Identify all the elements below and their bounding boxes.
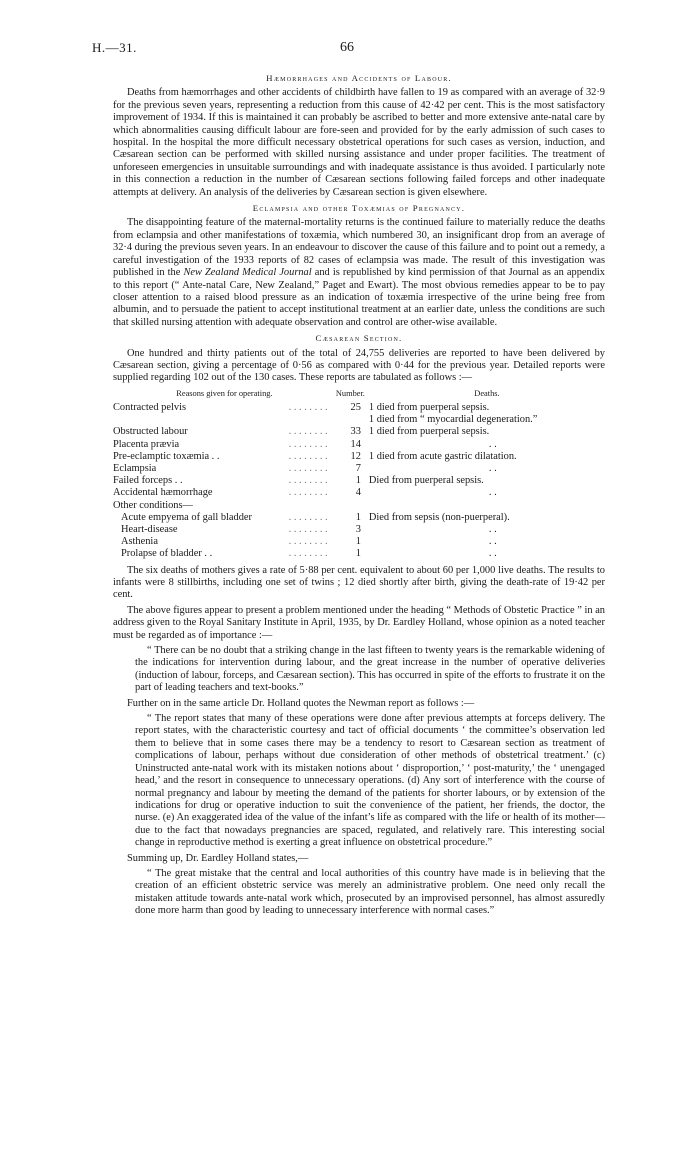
row-number: 14 [350, 438, 361, 450]
row-deaths: . . [488, 462, 497, 474]
row-number: 12 [350, 450, 361, 462]
quote-holland-1: “ There can be no doubt that a striking change in the last fifteen to twenty years is the remarkable widening of the indications for intervention during labour, and the great increase in the number of operative deliveries (induction of labour, forceps, and Cæsarean section). This has occurred in spite of the efforts to frustrate it on the part of leading teachers and text-books.” [135, 645, 605, 694]
row-reason: Heart-disease [121, 523, 178, 535]
table-row [113, 426, 605, 438]
table-body [113, 402, 605, 561]
table-row [113, 487, 605, 499]
table-row [113, 439, 605, 451]
leader-dots: . . . . . . . . [288, 401, 328, 413]
caesarean-cases-table [113, 388, 605, 561]
journal-title: New Zealand Medical Journal [183, 267, 312, 279]
row-reason: Accidental hæmorrhage [113, 487, 213, 499]
paragraph-newman-intro: Further on in the same article Dr. Holland quotes the Newman report as follows :— [127, 697, 475, 709]
quote-newman-report: “ The report states that many of these operations were done after previous attempts at forceps delivery. The report states, with the characteristic courtesy and tact of official documents ‘ the committee’s observation led them to believe that in some cases there may be a tendency to resort to Cæsarean section as treatment of complications of labour, perhaps without due consideration of other methods of obstetrical treatment.’ (c) Uninstructed ante-natal work with its mistaken notions about ‘ disproportion,’ ‘ post-maturity,’ the ‘ unengaged head,’ and the resort in consequence to unnecessary operations. (d) Any sort of interference with the course of normal pregnancy and labour by meeting the demand of the patients for shorter labours, or by extension of the indications for drug or operative induction to suit the convenience of the patient, her friends, the doctor, the nurse. (e) An exaggerated idea of the value of the infant’s life as compared with the life or health of its mother—due to the fact that nowadays pregnancies are spaced, regulated, and relatively rare. This interesting social change in reproductive method is exerting a great influence on obstetrical procedure.” [135, 713, 605, 849]
table-row [113, 500, 605, 512]
row-number: 33 [350, 426, 361, 438]
row-deaths: . . [488, 536, 497, 548]
leader-dots: . . . . . . . . [288, 462, 328, 474]
row-deaths: Died from sepsis (non-puerperal). [368, 511, 510, 523]
row-deaths: . . [488, 438, 497, 450]
paragraph-eclampsia-part-b: and is republished by kind permission of that Journal as an appendix to this report (“ Ante-natal Care, New Zealand,” Paget and Ewart). The most obvious remedies appear to be to pay closer attention to a raised blood pressure as an indication of toxæmia irrespective of the urine being free from albumin, and to persuade the patient to accept institutional treatment at an earlier date, unless the conditions are such that skilled nursing attention with adequate observation and control are other-wise available. [113, 267, 606, 328]
row-number [336, 414, 369, 426]
row-number: 25 [350, 401, 361, 413]
header-reasons: Reasons given for operating. [176, 388, 273, 398]
paragraph-problem: The above figures appear to present a problem mentioned under the heading “ Methods of Obstetic Practice ” in an address given to the Royal Sanitary Institute in April, 1935, by Dr. Eardley Holland, whose opinion as a noted teacher must be regarded as of importance :— [113, 604, 605, 641]
row-reason: Other conditions— [113, 499, 193, 511]
paragraph-deaths-rate: The six deaths of mothers gives a rate of 5·88 per cent. equivalent to about 60 per 1,000 live deaths. The results to infants were 8 stillbirths, including one set of twins ; 12 died shortly after birth, giving the death-rate of 19·42 per cent. [113, 564, 605, 601]
quote-holland-2: “ The great mistake that the central and local authorities of this country have made is in believing that the creation of an efficient obstetric service was merely an administrative problem. One need only recall the mistaken attitude towards ante-natal work which, prosecuted by an improvised personnel, has almost assuredly done more harm than good by leading to unnecessary interference with normal cases.” [135, 867, 605, 917]
row-deaths: 1 died from acute gastric dilatation. [368, 450, 517, 462]
row-deaths: 1 died from “ myocardial degeneration.” [368, 414, 538, 426]
leader-dots: . . . . . . . . [288, 438, 328, 450]
row-number: 1 [355, 475, 361, 487]
section-heading-caesarean: Cæsarean Section. [315, 333, 403, 344]
paragraph-summing-up: Summing up, Dr. Eardley Holland states,— [127, 852, 309, 864]
paragraph-haemorrhages: Deaths from hæmorrhages and other accidents of childbirth have fallen to 19 as compared with an average of 32·9 for the previous seven years, representing a reduction from this cause of 42·42 per cent. This is the most satisfactory improvement of 1934. If this is maintained it can probably be ascribed to better and more extensive ante-natal care by which abnormalities causing difficult labour are fore-seen and provided for by the early admission of such cases to hospital. In the hospital the more difficult necessary obstetrical operations for such cases as version, induction, and Cæsarean section can be performed with skilled nursing assistance and under proper facilities. The treatment of unforeseen emergencies in unsuitable surroundings and with inadequate assistance is thus avoided. I particularly note in this connection a reduction in the number of Cæsarean sections following failed forceps and other inadequate attempts at delivery. An analysis of the deliveries by Cæsarean section is given elsewhere. [113, 87, 605, 198]
row-deaths: 1 died from puerperal sepsis. [368, 401, 490, 413]
leader-dots: . . . . . . . . [288, 475, 328, 487]
header-deaths: Deaths. [474, 388, 500, 398]
row-deaths: . . [488, 487, 497, 499]
leader-dots: . . . . . . . . [288, 536, 328, 548]
row-number: 1 [355, 548, 361, 560]
section-heading-eclampsia: Eclampsia and other Toxæmias of Pregnancy. [252, 203, 466, 214]
leader-dots [289, 500, 336, 512]
table-row [113, 451, 605, 463]
table-row [113, 402, 605, 414]
row-reason: Contracted pelvis [113, 401, 187, 413]
row-number [336, 500, 369, 512]
row-number: 1 [355, 511, 361, 523]
row-reason: Failed forceps . . [113, 475, 183, 487]
document-reference: H.—31. [92, 40, 137, 55]
row-reason [113, 414, 289, 426]
row-number: 7 [355, 462, 361, 474]
row-deaths: . . [488, 523, 497, 535]
leader-dots: . . . . . . . . [288, 450, 328, 462]
row-number: 1 [355, 536, 361, 548]
table-row [113, 548, 605, 560]
paragraph-caesarean: One hundred and thirty patients out of the total of 24,755 deliveries are reported to have been delivered by Cæsarean section, giving a percentage of 0·56 as compared with 0·44 for the previous year. Detailed reports were supplied regarding 102 out of the 130 cases. These reports are tabulated as follows :— [113, 347, 605, 384]
table-row [113, 512, 605, 524]
row-reason: Pre-eclamptic toxæmia . . [113, 450, 220, 462]
table-row [113, 475, 605, 487]
leader-dots: . . . . . . . . [288, 511, 328, 523]
row-deaths: Died from puerperal sepsis. [368, 475, 484, 487]
row-reason: Prolapse of bladder . . [121, 548, 213, 560]
row-number: 3 [355, 523, 361, 535]
table-header-row [113, 388, 605, 402]
row-reason: Eclampsia [113, 462, 157, 474]
leader-dots: . . . . . . . . [288, 548, 328, 560]
header-number: Number. [335, 388, 365, 398]
section-heading-haemorrhages: Hæmorrhages and Accidents of Labour. [266, 73, 452, 83]
row-reason: Placenta prævia [113, 438, 180, 450]
leader-dots: . . . . . . . . [288, 426, 328, 438]
table-row [113, 524, 605, 536]
row-reason: Acute empyema of gall bladder [121, 511, 252, 523]
row-number: 4 [355, 487, 361, 499]
leader-dots: . . . . . . . . [288, 523, 328, 535]
row-deaths [369, 500, 605, 512]
page-content [113, 72, 605, 921]
leader-dots: . . . . . . . . [288, 487, 328, 499]
row-deaths: 1 died from puerperal sepsis. [368, 426, 490, 438]
leader-dots [289, 414, 336, 426]
table-row [113, 414, 605, 426]
row-reason: Asthenia [121, 536, 158, 548]
paragraph-eclampsia [113, 217, 605, 329]
page-number: 66 [340, 40, 354, 55]
row-deaths: . . [488, 548, 497, 560]
row-reason: Obstructed labour [113, 426, 188, 438]
paragraph-eclampsia-part-a: The disappointing feature of the maternal-mortality returns is the continued failure to materially reduce the deaths from eclampsia and other manifestations of toxæmia, which numbered 30, an insignificant drop from an average of 32·4 during the previous seven years. In an endeavour to discover the cause of this failure and to point out a remedy, a careful investigation of the 1933 reports of 82 cases of eclampsia was made. The result of this investigation was published in the [113, 217, 605, 279]
table-row [113, 536, 605, 548]
table-row [113, 463, 605, 475]
